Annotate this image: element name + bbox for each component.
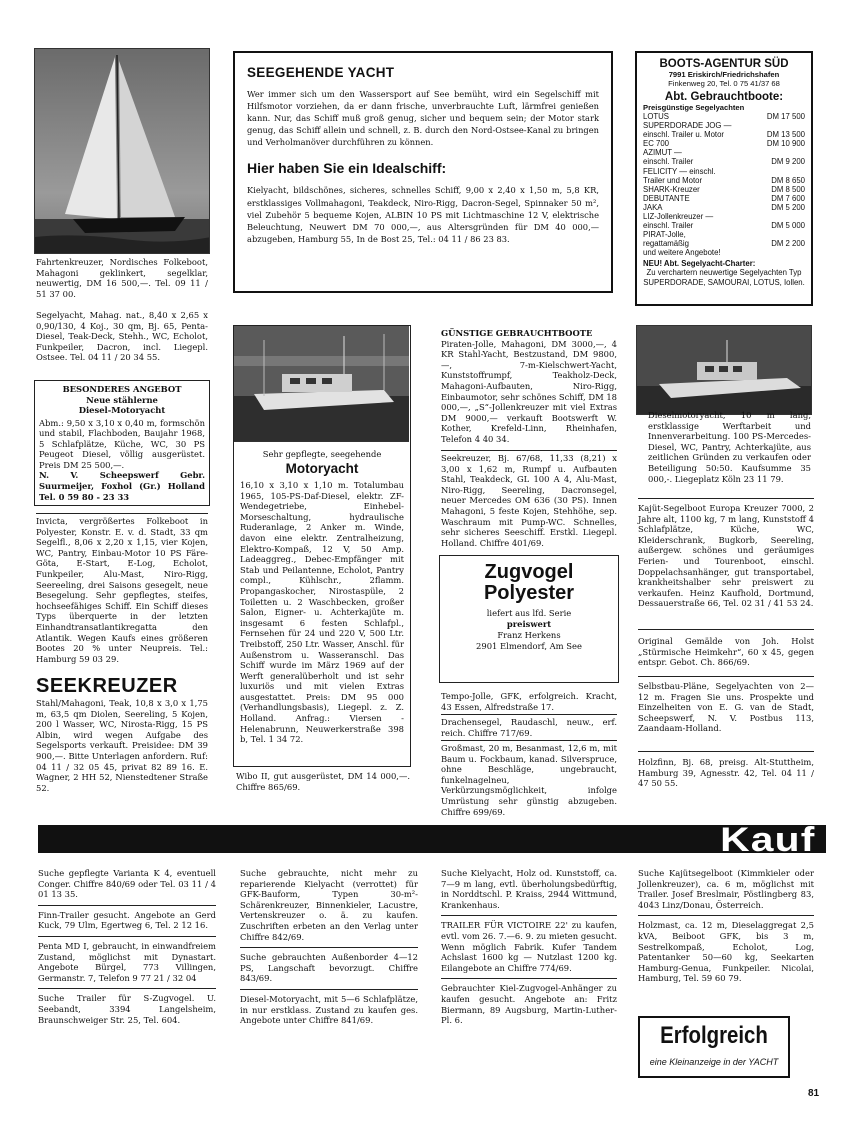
erfolgreich-box [638,1016,790,1078]
kauf-ad: Suche gepflegte Varianta K 4, eventuell Conger. Chiffre 840/69 oder Tel. 03 11 / 4 01 13 35. [38,868,216,900]
besonderes-sub2: Diesel-Motoryacht [78,405,166,415]
boots-item-name: einschl. Trailer [643,157,694,167]
zugvogel-title: Zugvogel [484,561,574,583]
ad-wibo: Wibo II, gut ausgerüstet, DM 14 000,—. Chiffre 865/69. [236,771,410,792]
motoryacht-photo [234,326,409,442]
boots-item [643,139,805,148]
boots-addr1: 7991 Eriskirch/Friedrichshafen [668,70,780,79]
boots-item [643,167,805,176]
ad-segelyacht: Segelyacht, Mahag. nat., 8,40 x 2,65 x 0,90/130, 4 Koj., 30 qm, Bj. 65, Penta-Diesel, Teak-Deck, Stehh., WC, Echolot, Funkpeiler, Dacron, incl. Liegepl. Ostsee. Tel. 04 11 / 20 34 55. [36,310,208,363]
guenstig-title: GÜNSTIGE GEBRAUCHTBOOTE [441,328,593,338]
divider [441,915,617,916]
boots-item-name: DEBUTANTE [643,193,690,203]
ideal-title: Hier haben Sie ein Idealschiff: [247,160,447,177]
boots-item-name: SHARK-Kreuzer [643,184,700,194]
divider [638,915,814,916]
boots-item [643,157,805,166]
boots-item [643,148,805,157]
kauf-ad: Gebrauchter Kiel-Zugvogel-Anhänger zu kaufen gesucht. Angebote an: Fritz Biermann, 89 Augsburg, Martin-Luther-Pl. 6. [441,983,617,1026]
boots-item-price: DM 8 650 [771,175,805,185]
zugvogel-polyester: Polyester [483,582,575,604]
divider [38,936,216,937]
boots-item-name: einschl. Trailer u. Motor [643,130,725,140]
kauf-ad: Holzmast, ca. 12 m, Dieselaggregat 2,5 kVA, Beiboot GFK, bis 3 m, Sestrelkompaß, Echolot, Log, Patentanker 50—60 kg, Seekarten Hamburg-Genua, Funkpeiler. Nicolai, Hamburg, Tel. 59 60 79. [638,920,814,984]
erfolgreich-title: Erfolgreich [660,1022,768,1049]
boots-item [643,230,805,239]
kauf-ad: Diesel-Motoryacht, mit 5—6 Schlafplätze, in nur erstklass. Zustand zu kaufen ges. Angebote unter Chiffre 841/69. [240,993,418,1026]
motoryacht-pre: Sehr gepflegte, seegehende [262,449,382,459]
seekreuzer-title: SEEKREUZER [36,675,178,697]
kauf-column-3 [441,868,617,1026]
boots-item-price: DM 9 200 [771,157,805,167]
boots-neu-body: Zu verchartern neuwertige Segelyachten Typ SUPERDORADE, SAMOURAI, LOTUS, Iollen. [643,268,805,287]
zugvogel-l3: Franz Herkens [497,630,561,640]
ad-seekreuzer-stahl: Stahl/Mahagoni, Teak, 10,8 x 3,0 x 1,75 m, 63,5 qm Diolen, Seereling, 5 Kojen, 200 l Wasser, WC, Nirosta-Rigg, 15 PS Albin, wird wegen Aufgabe des Segelsports verkauft. Preisidee: DM 39 900,—. Bitte Unterlagen anfordern. Ruf: 04 11 / 32 05 45, privat 82 89 16. E. Wagner, 2 HH 52, Nienstedtener Straße 52. [36,698,208,793]
kauf-ad: TRAILER FÜR VICTOIRE 22' zu kaufen, evtl. vom 26. 7.—6. 9. zu mieten gesucht. Wenn möglich Fabrik. Kufer Tandem Achslast 1600 kg — Nutzlast 1200 kg. Eilangebote an Chiffre 774/69. [441,920,617,973]
boots-item-price: DM 2 200 [771,239,805,249]
besonderes-firm: N. V. Scheepswerf Gebr. Suurmeijer, Foxhol (Gr.) Holland Tel. 0 59 80 - 23 33 [39,470,205,502]
erfolgreich-subtitle: eine Kleinanzeige in der YACHT [649,1057,779,1067]
boots-item [643,221,805,230]
ad-dieselmotoryacht: Dieselmotoryacht, 10 m lang, erstklassige Werftarbeit und Innenverarbeitung. 100 PS-Mercedes-Diesel, WC, Pantry, Achterkajüte, aus zeitlichen Gründen zu verkaufen oder Beteiligung 50:50. Kaufsumme 35 000,-. Liegeplatz Köln 23 11 79. [648,410,811,484]
divider [441,450,617,451]
boots-neu: NEU! Abt. Segelyacht-Charter: [643,258,756,268]
boots-item-name: JAKA [643,202,663,212]
divider [441,978,617,979]
boots-item-name: LIZ-Jollenkreuzer — [643,212,714,222]
zugvogel-l2: preiswert [506,619,552,629]
boots-item [643,176,805,185]
zugvogel-l4: 2901 Elmendorf, Am See [476,641,582,651]
kauf-ad: Suche Kajütsegelboot (Kimmkieler oder Jollenkreuzer), ca. 6 m, möglichst mit Trailer. Josef Breslmair, Pöstlingberg 83, 4043 Linz/Donau, Österreich. [638,868,814,910]
ad-fahrtenkreuzer: Fahrtenkreuzer, Nordisches Folkeboot, Mahagoni geklinkert, segelklar, neuwertig, DM 16 500,—. Tel. 09 11 / 51 37 00. [36,257,208,299]
boots-item-name: EC 700 [643,139,670,149]
divider [638,676,814,677]
boots-item-name: PIRAT-Jolle, [643,230,686,240]
besonderes-title: BESONDERES ANGEBOT [62,384,182,394]
kauf-section-header [38,821,826,859]
ad-motoryacht [233,325,411,767]
boots-item [643,239,805,248]
kauf-ad: Suche Kielyacht, Holz od. Kunststoff, ca. 7—9 m lang, evtl. überholungsbedürftig, in Norddtschl. P. Kraiss, 2944 Wittmund, Krankenhaus. [441,868,617,910]
ad-invicta: Invicta, vergrößertes Folkeboot in Polyester, Konstr. E. v. d. Stadt, 33 qm Segelfl., 8,06 x 2,20 x 1,15, vier Kojen, WC, Pantry, Einbau-Motor 10 PS Färe-Göta, E-Start, E-Log, Echolot, Funkpeiler, Alu-Mast, Niro-Rigg, Seereeling, drei Saisons gesegelt, neue Besegelung. Sehr gepflegtes, steifes, hochseefähiges Schiff. Ein Schiff dieses Typs überquerte in der letzten Einhandtransatlantikregatta den Atlantik. Wegen Kaufs eines größeren Bootes 20 % unter Neupreis. Tel.: Hamburg 59 03 29. [36,516,208,664]
boots-item [643,203,805,212]
boots-item-name: SUPERDORADE JOG — [643,121,732,131]
boots-item [643,112,805,121]
page-number: 81 [808,1088,820,1099]
ad-grossmast: Großmast, 20 m, Besanmast, 12,6 m, mit Baum u. Fockbaum, kanad. Silverspruce, ohne Beschläge, ungebraucht, funkelnagelneu, Verkürzungsmöglichkeit, infolge Umrüstung sehr günstig abzugeben. Chiffre 699/69. [441,743,617,817]
divider [38,988,216,989]
ad-seekreuzer-bj: Seekreuzer, Bj. 67/68, 11,33 (8,21) x 3,00 x 1,62 m, Rumpf u. Aufbauten Stahl, Teakdeck, GL 100 A 4, Alu-Mast, Niro-Rigg, Seereling, Dacronsegel, neuer Mercedes OM 636 (30 PS). Innen Mahagoni, 5 feste Kojen, Stehhöhe, sep. Waschraum mit Pump-WC. Schnelles, sehr sicheres Seeschiff. Erstkl. Liegepl. Holland. Chiffre 401/69. [441,453,617,548]
divider [638,751,814,752]
zugvogel-l1: liefert aus lfd. Serie [486,608,572,618]
divider [38,905,216,906]
motoryacht-title: Motoryacht [285,461,359,476]
boots-item [643,248,805,257]
ad-original: Original Gemälde von Joh. Holst „Stürmische Heimkehr“, 60 x 45, gegen entspr. Gebot. Ch. 866/69. [638,636,814,668]
besonderes-body: Abm.: 9,50 x 3,10 x 0,40 m, formschön und stabil, Flachboden, Baujahr 1968, 5 Schlafplätze, Küche, WC, 30 PS Peugeot Diesel, völlig ausgerüstet. Preis DM 25 500,—. [39,417,205,470]
sailboat-photo [34,48,210,254]
ad-tempo: Tempo-Jolle, GFK, erfolgreich. Kracht, 43 Essen, Alfredstraße 17. [441,691,617,712]
divider [638,498,814,499]
boots-item [643,121,805,130]
kauf-column-2 [240,868,418,1026]
ad-drachen: Drachensegel, Raudaschl, neuw., erf. reich. Chiffre 717/69. [441,717,617,738]
boots-item-price: DM 17 500 [766,112,805,121]
boots-item-name: und weitere Angebote! [643,248,721,258]
ad-zugvogel [439,555,619,683]
kauf-ad: Finn-Trailer gesucht. Angebote an Gerd Kuck, 79 Ulm, Egertweg 6, Tel. 2 12 16. [38,909,216,931]
divider [240,947,418,948]
ad-boots-agentur [635,51,813,306]
divider [441,740,617,741]
boots-item-price: DM 5 000 [771,221,805,231]
boots-heading: Abt. Gebrauchtboote: [664,91,784,103]
kauf-title: Kauf [720,821,816,859]
boots-item-name: Trailer und Motor [643,175,703,185]
boots-item-name: einschl. Trailer [643,221,694,231]
seegehend-body: Wer immer sich um den Wassersport auf See bemüht, wird ein Segelschiff mit Hilfsmotor vorziehen, da er dann frische, unverbrauchte Luft, lärmfrei genießen kann. Nur, das Schiff muß groß genug, sicher und bequem sein; der Motor stark genug, das Schiff allein und schnell, z. B. durch den Nord-Ostsee-Kanal zu bringen und Verholmanöver durchführen zu können. [247,89,599,148]
besonderes-sub1: Neue stählerne [86,394,158,405]
kauf-column-1 [38,868,216,1025]
divider [638,629,814,630]
ideal-body: Kielyacht, bildschönes, sicheres, schnelles Schiff, 9,00 x 2,40 x 1,50 m, 5,8 KR, erstklassiges Vollmahagoni, Teakdeck, Niro-Rigg, Dacron-Segel, Spinnaker 50 m², viel Zubehör 5 bequeme Kojen, ALBIN 10 PS mit Lichtmaschine 12 V, elektrische Beleuchtung, Neuwert DM 70 000,—, aus Altersgründen für DM 40 000,— abzugeben, Hamburg 55, In de Bost 25, Tel.: 04 11 / 86 23 83. [247,185,599,244]
kauf-ad: Suche gebrauchte, nicht mehr zu reparierende Kielyacht (verrottet) für GFK-Bauform, Typen 30-m²-Schärenkreuzer, Binnenkieler, Lacustre, Vertenskreuzer o. ä. zu kaufen. Zuschriften erbeten an den Verlag unter Chiffre 842/69. [240,868,418,942]
boots-item-price: DM 13 500 [766,130,805,140]
boots-item [643,130,805,139]
boots-item-name: regattamäßig [643,239,689,249]
divider [36,513,208,514]
motoryacht-body: 16,10 x 3,10 x 1,10 m. Totalumbau 1965, 105-PS-Daf-Diesel, elektr. ZF-Wendegetriebe, Einhebel-Morseschaltung, hydraulische Ruderanlage, 2 Anker m. Winde, davon eine elektr. Zentralheizung, Elektro-Kompaß, 12 V, 50 Amp. Ladeaggreg., Debec-Empfänger mit Stab und Peilantenne, Echolot, Pantry compl., Kühlschr., 2flamm. Propangaskocher, Nirostaspüle, 2 Toiletten u. 2 Waschbecken, großer Salon, Eigner- u. Achterkajüte m. insgesamt 6 festen Schlafpl., Fernsehen für 24 und 220 V, 500 Ltr. Treibstoff, 250 Ltr. Wasser, Anschl. für Außenstrom u. Wasseranschl. Das Schiff wurde im März 1969 auf der Werft generalüberholt und ist sehr luxuriös und mit vielen Extras ausgestattet. Preis: DM 95 000 (Verhandlungsbasis), Liegepl. z. Z. Holland. Anfrag.: Viersen - Helenabrunn, Neuwerkerstraße 398 b, Tel. 1 34 72. [240,480,404,745]
dieselmotoryacht-photo [636,325,812,415]
ad-besonderes-angebot [34,380,210,506]
boots-price-list [643,112,805,258]
ad-seegehende-yacht [233,51,613,293]
boots-name: BOOTS-AGENTUR SÜD [659,58,789,70]
boots-item-name: FELICITY — einschl. [643,166,716,176]
divider [240,989,418,990]
divider [441,714,617,715]
ad-holzfinn: Holzfinn, Bj. 68, preisg. Alt-Stuttheim, Hamburg 39, Agnesstr. 42, Tel. 04 11 / 47 50 55. [638,757,814,789]
ad-kajuet: Kajüt-Segelboot Europa Kreuzer 7000, 2 Jahre alt, 1100 kg, 7 m lang, Kunststoff 4 Schlafplätze, Küche, WC, Kleiderschrank, Bugkorb, Seereling, außergew. schönes und geräumiges Ferien- und Tourenboot, einschl. Doppelachsanhänger, gut transportabel, krankheitshalber sehr preiswert zu verkaufen. Heinz Kaufhold, Dortmund, Dessauerstraße 66, Tel. 02 31 / 41 53 24. [638,503,814,609]
kauf-ad: Penta MD I, gebraucht, in einwandfreiem Zustand, möglichst mit Dynastart. Angebote Bürgel, 773 Villingen, Germanstr. 7, Telefon 9 77 21 / 32 04 [38,940,216,983]
boots-item-price: DM 10 900 [766,139,805,149]
seegehend-title: SEEGEHENDE YACHT [247,65,395,80]
boots-item-name: AZIMUT — [643,148,682,158]
kauf-column-4 [638,868,814,984]
boots-item [643,194,805,203]
ad-selbstbau: Selbstbau-Pläne, Segelyachten von 2—12 m. Fragen Sie uns. Prospekte und Einzelheiten von E. G. van de Stadt, Scheepswerf, N. V. Postbus 113, Zaandaam-Holland. [638,681,814,734]
boots-item [643,212,805,221]
boots-item-price: DM 8 500 [771,184,805,194]
boots-item [643,185,805,194]
boots-item-name: LOTUS [643,112,669,121]
boots-item-price: DM 5 200 [771,202,805,212]
boots-item-price: DM 7 600 [771,193,805,203]
kauf-ad: Suche gebrauchten Außenborder 4—12 PS, Langschaft bevorzugt. Chiffre 843/69. [240,952,418,984]
ad-guenstig: Piraten-Jolle, Mahagoni, DM 3000,—, 4 KR Stahl-Yacht, Bestzustand, DM 9800,—, 7-m-Kielschwert-Yacht, Kunststoffrumpf, Teakholz-Deck, Mahagoni-Aufbauten, Niro-Rigg, Einbaumotor, sehr schönes Schiff, DM 18 000,—, „S“-Jollenkreuzer mit viel Extras DM 9000,— verkauft Bootswerft W. Kother, Krefeld-Linn, Rheinhafen, Telefon 4 40 34. [441,338,617,444]
boots-addr2: Finkenweg 20, Tel. 0 75 41/37 68 [668,79,780,88]
kauf-ad: Suche Trailer für S-Zugvogel. U. Seebandt, 3394 Langelsheim, Braunschweiger Str. 25, Tel. 604. [38,993,216,1025]
boots-subhead: Preisgünstige Segelyachten [643,103,745,112]
